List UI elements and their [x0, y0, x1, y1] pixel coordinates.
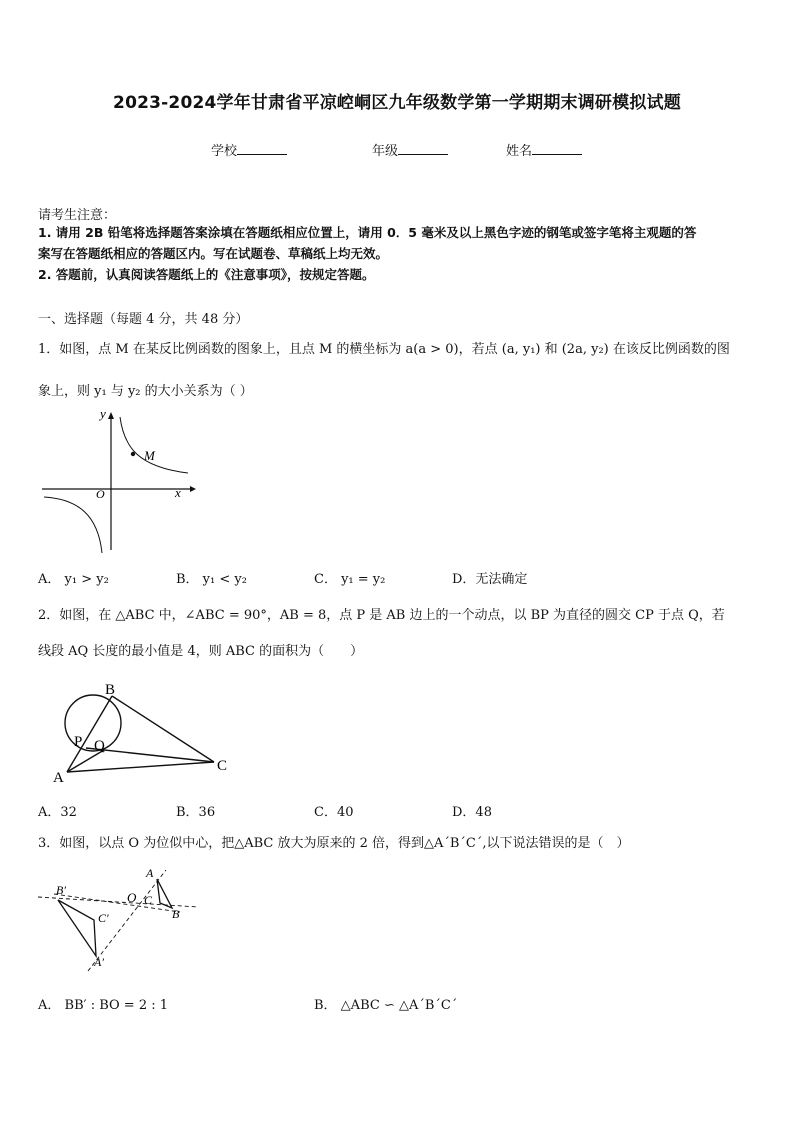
segment-ac — [67, 762, 214, 772]
triangle-a-b-c-prime — [58, 900, 96, 956]
hyperbola-branch-2 — [44, 497, 102, 553]
label-c-prime: C′ — [98, 911, 109, 925]
q2-option-d[interactable]: D．48 — [452, 805, 492, 820]
grade-field — [372, 140, 448, 159]
name-blank — [532, 142, 582, 155]
q1-figure — [38, 405, 198, 555]
q1-option-b[interactable]: B． y₁ < y₂ — [176, 572, 247, 587]
grade-label: 年级 — [372, 144, 399, 159]
point-m — [131, 452, 135, 456]
origin-label: O — [96, 487, 105, 501]
label-q: Q — [94, 738, 105, 754]
school-field — [211, 140, 287, 159]
label-c: C — [144, 893, 153, 907]
page-title: 2023-2024学年甘肃省平凉崆峒区九年级数学第一学期期末调研模拟试题 — [113, 93, 681, 113]
m-label: M — [144, 448, 155, 463]
q2-option-b[interactable]: B．36 — [176, 805, 216, 820]
label-o: O — [127, 890, 137, 905]
q3-figure — [36, 860, 202, 978]
school-label: 学校 — [211, 144, 238, 159]
q3-stem-line1: 3．如图，以点 O 为位似中心，把△ABC 放大为原来的 2 倍，得到△A´B´C´,以下说法错误的是（ ） — [38, 836, 630, 851]
q2-stem-line1: 2．如图，在 △ABC 中，∠ABC = 90°，AB = 8，点 P 是 AB 边上的一个动点，以 BP 为直径的圆交 CP 于点 Q，若 — [38, 608, 725, 623]
name-field — [506, 140, 582, 159]
label-p: P — [74, 734, 83, 750]
y-axis-arrow — [108, 412, 114, 419]
label-a: A — [146, 866, 154, 880]
q3-option-b[interactable]: B． △ABC ∽ △A´B´C´ — [314, 998, 458, 1013]
label-b: B — [105, 682, 116, 698]
name-label: 姓名 — [506, 144, 533, 159]
q1-option-a[interactable]: A． y₁ > y₂ — [38, 572, 109, 587]
label-b: B — [172, 907, 180, 921]
label-a: A — [53, 770, 64, 786]
notice-line-2: 2. 答题前，认真阅读答题纸上的《注意事项》，按规定答题。 — [38, 267, 375, 282]
q2-option-c[interactable]: C．40 — [314, 805, 354, 820]
label-c: C — [217, 758, 228, 774]
q1-option-d[interactable]: D．无法确定 — [452, 572, 528, 587]
y-label: y — [100, 406, 106, 421]
triangle-abc — [157, 879, 172, 908]
q3-option-a[interactable]: A． BB′ : BO = 2 : 1 — [38, 998, 169, 1013]
section-heading: 一、选择题（每题 4 分，共 48 分） — [38, 312, 249, 327]
hyperbola-branch-1 — [120, 417, 188, 473]
x-axis-arrow — [190, 486, 196, 492]
notice-line-1a: 1. 请用 2B 铅笔将选择题答案涂填在答题纸相应位置上，请用 0．5 毫米及以上黑色字迹的钢笔或签字笔将主观题的答 — [38, 225, 697, 240]
notice-line-1b: 案写在答题纸相应的答题区内。写在试题卷、草稿纸上均无效。 — [38, 246, 389, 261]
grade-blank — [398, 142, 448, 155]
q2-figure — [50, 678, 240, 788]
label-a-prime: A′ — [94, 955, 104, 969]
q2-option-a[interactable]: A．32 — [38, 805, 77, 820]
notice-heading: 请考生注意： — [38, 208, 117, 223]
q1-stem-line2: 象上，则 y₁ 与 y₂ 的大小关系为（ ） — [38, 384, 253, 399]
q1-option-c[interactable]: C． y₁ = y₂ — [314, 572, 386, 587]
q1-stem-line1: 1．如图，点 M 在某反比例函数的图象上，且点 M 的横坐标为 a(a > 0)，若点 (a, y₁) 和 (2a, y₂) 在该反比例函数的图 — [38, 342, 730, 357]
label-b-prime: B′ — [56, 883, 66, 897]
x-label: x — [175, 485, 181, 500]
q2-stem-line2: 线段 AQ 长度的最小值是 4，则 ABC 的面积为（ ） — [38, 644, 364, 659]
school-blank — [237, 142, 287, 155]
